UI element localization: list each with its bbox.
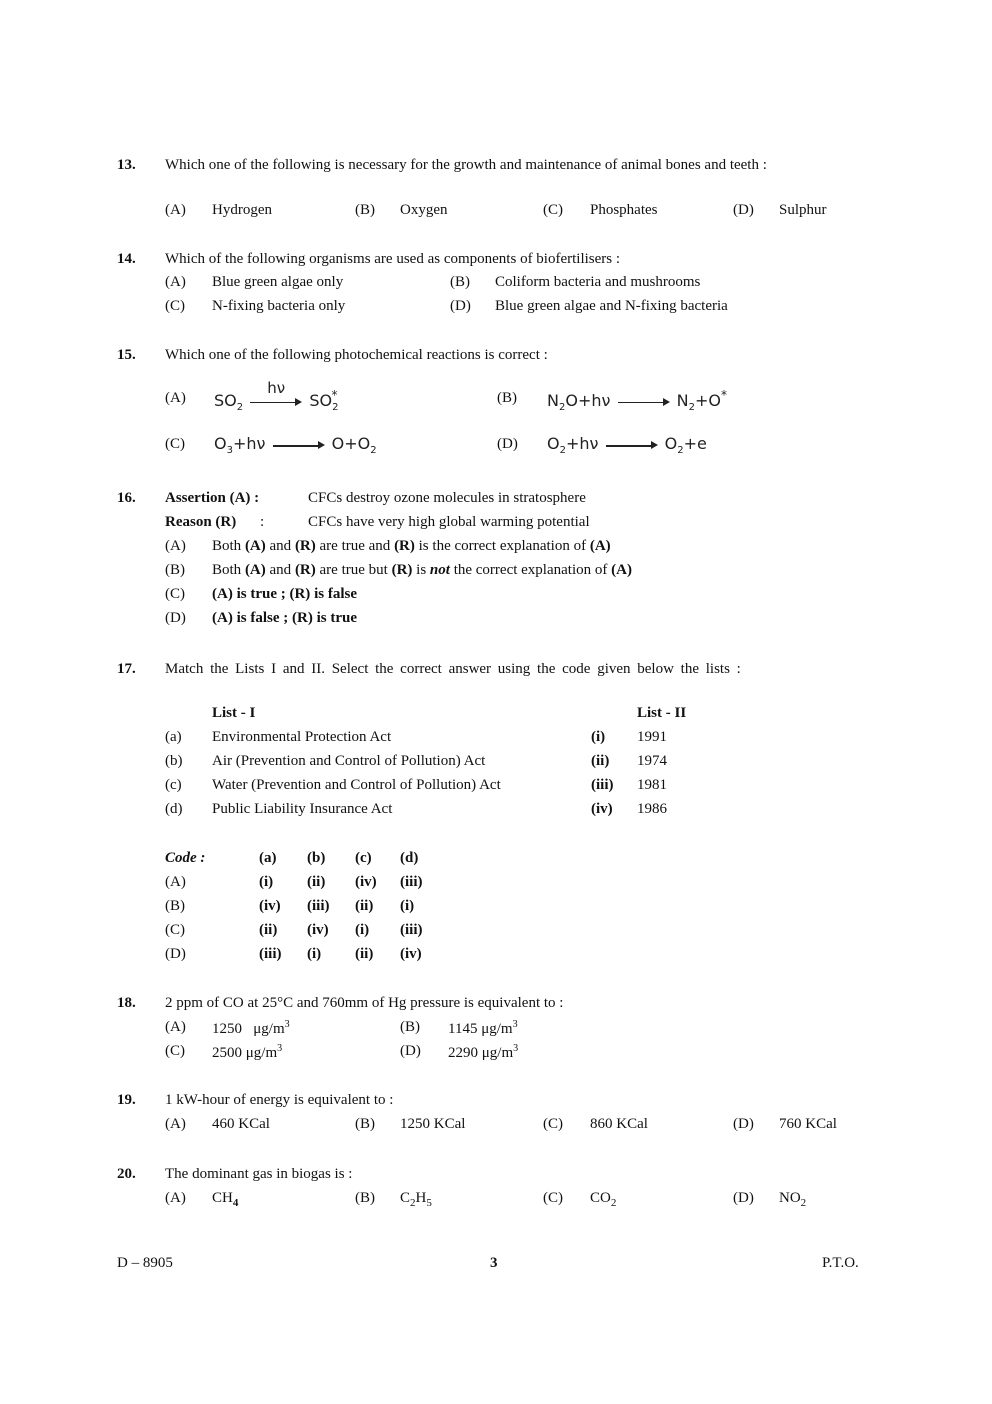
eq-reactant-rest: O+hν: [565, 391, 611, 410]
list2-header: List - II: [637, 705, 687, 721]
equation-c: [214, 434, 377, 456]
reason-label: Reason (R): [165, 514, 237, 530]
option-label: (C): [543, 1116, 563, 1132]
option-label: (B): [355, 1116, 375, 1132]
code-value: (i): [307, 946, 322, 962]
option-text: 860 KCal: [590, 1116, 648, 1132]
code-value: (i): [400, 898, 415, 914]
eq-sup: *: [331, 388, 338, 402]
eq-sub: 2: [332, 402, 339, 413]
option-text: 2500 $\mu g/m^3$: [212, 1043, 283, 1061]
eq-product-rest: +O: [694, 391, 721, 410]
list2-label: (iii): [591, 777, 614, 793]
eq-sub: 2: [370, 445, 377, 456]
eq-reactant: N: [547, 391, 559, 410]
option-label: (C): [165, 586, 185, 602]
code-row-label: (C): [165, 922, 185, 938]
list2-text: 1974: [637, 753, 667, 769]
question-number: 18.: [117, 995, 136, 1011]
equation-d: [547, 434, 707, 456]
option-text: $CO_2$: [590, 1190, 617, 1209]
option-text: 1250 KCal: [400, 1116, 466, 1132]
equation-b: [547, 388, 727, 413]
list1-text: Air (Prevention and Control of Pollution) Act: [212, 753, 486, 769]
option-text: 1250 $\mu g/m^3$: [212, 1019, 290, 1037]
option-label: (B): [450, 274, 470, 290]
code-label: Code :: [165, 850, 206, 866]
list1-label: (c): [165, 777, 182, 793]
eq-sub: 2: [236, 402, 244, 413]
option-text: Both (A) and (R) are true but (R) is not the correct explanation of (A): [212, 562, 632, 578]
list1-text: Water (Prevention and Control of Pollution) Act: [212, 777, 501, 793]
option-text: Blue green algae and N-fixing bacteria: [495, 298, 728, 314]
list2-label: (ii): [591, 753, 610, 769]
option-label: (B): [400, 1019, 420, 1035]
option-text: Coliform bacteria and mushrooms: [495, 274, 701, 290]
list2-text: 1981: [637, 777, 667, 793]
option-label: (A): [165, 1116, 186, 1132]
option-text: $NO_2$: [779, 1190, 807, 1209]
question-text: Which one of the following photochemical reactions is correct :: [165, 347, 548, 363]
list1-text: Environmental Protection Act: [212, 729, 392, 745]
reaction-arrow-icon: [250, 378, 302, 409]
eq-product: O+O: [331, 434, 371, 453]
code-row-label: (D): [165, 946, 186, 962]
option-label: (C): [165, 298, 185, 314]
reason-text: CFCs have very high global warming potential: [308, 514, 590, 530]
option-label: (B): [165, 562, 185, 578]
option-label: (A): [165, 1190, 186, 1206]
option-label: (A): [165, 274, 186, 290]
option-label: (D): [450, 298, 471, 314]
code-value: (i): [259, 874, 274, 890]
eq-product: O: [664, 434, 678, 453]
list1-label: (b): [165, 753, 183, 769]
eq-reactant: SO: [214, 391, 237, 410]
option-text: (A) is true ; (R) is false: [212, 586, 357, 602]
option-text: Oxygen: [400, 202, 448, 218]
question-text: The dominant gas in biogas is :: [165, 1166, 353, 1182]
assertion-label: Assertion (A) :: [165, 490, 260, 506]
question-number: 16.: [117, 490, 136, 506]
option-label: (D): [733, 1116, 754, 1132]
list1-label: (d): [165, 801, 183, 817]
option-label: (C): [543, 1190, 563, 1206]
option-label: (A): [165, 1019, 186, 1035]
reaction-arrow-icon: [606, 438, 658, 452]
code-value: (iii): [400, 874, 423, 890]
option-text: Hydrogen: [212, 202, 272, 218]
code-value: (iii): [400, 922, 423, 938]
question-text: Which of the following organisms are used as components of biofertilisers :: [165, 251, 621, 267]
list2-label: (iv): [591, 801, 613, 817]
question-text: 2 ppm of CO at 25°C and 760mm of Hg pressure is equivalent to :: [165, 995, 564, 1011]
eq-reactant-rest: +hν: [232, 434, 266, 453]
code-row-label: (A): [165, 874, 186, 890]
code-value: (iv): [307, 922, 329, 938]
page-number: 3: [490, 1255, 498, 1271]
question-text: Match the Lists I and II. Select the correct answer using the code given below the lists :: [165, 661, 741, 677]
arrow-label: hν: [267, 378, 286, 397]
option-text: Blue green algae only: [212, 274, 344, 290]
eq-sub: 3: [226, 445, 233, 456]
eq-reactant: O: [214, 434, 227, 453]
question-number: 20.: [117, 1166, 136, 1182]
option-text: 460 KCal: [212, 1116, 270, 1132]
question-number: 15.: [117, 347, 136, 363]
question-number: 13.: [117, 157, 136, 173]
code-value: (ii): [259, 922, 278, 938]
question-number: 19.: [117, 1092, 136, 1108]
option-text: Phosphates: [590, 202, 658, 218]
code-value: (iv): [400, 946, 422, 962]
question-text: Which one of the following is necessary for the growth and maintenance of animal bones and teeth :: [165, 157, 767, 173]
eq-sub: 2: [558, 402, 566, 413]
eq-reactant-rest: +hν: [565, 434, 599, 453]
eq-sup: *: [720, 388, 727, 402]
question-number: 14.: [117, 251, 136, 267]
eq-sub: 2: [677, 445, 684, 456]
list2-text: 1991: [637, 729, 667, 745]
option-label: (C): [165, 1043, 185, 1059]
code-value: (iv): [259, 898, 281, 914]
code-value: (ii): [307, 874, 326, 890]
option-label: (A): [165, 202, 186, 218]
reaction-arrow-icon: [273, 438, 325, 452]
option-label: (A): [165, 390, 186, 406]
option-text: N-fixing bacteria only: [212, 298, 346, 314]
eq-product: N: [676, 391, 689, 410]
option-label: (D): [497, 436, 518, 452]
option-text: 1145 $\mu g/m^3$: [448, 1019, 518, 1037]
list2-label: (i): [591, 729, 606, 745]
question-text: 1 kW-hour of energy is equivalent to :: [165, 1092, 394, 1108]
code-value: (i): [355, 922, 370, 938]
option-label: (D): [400, 1043, 421, 1059]
option-label: (B): [355, 202, 375, 218]
list2-text: 1986: [637, 801, 667, 817]
eq-sub: 2: [688, 402, 695, 413]
option-text: Sulphur: [779, 202, 827, 218]
reaction-arrow-icon: [618, 395, 670, 409]
pto-label: P.T.O.: [822, 1255, 859, 1271]
assertion-text: CFCs destroy ozone molecules in stratosphere: [308, 490, 586, 506]
eq-product: SO: [309, 391, 333, 410]
option-text: 760 KCal: [779, 1116, 837, 1132]
option-label: (B): [355, 1190, 375, 1206]
option-text: (A) is false ; (R) is true: [212, 610, 357, 626]
list1-text: Public Liability Insurance Act: [212, 801, 393, 817]
option-label: (A): [165, 538, 186, 554]
code-header: (b): [307, 850, 326, 866]
question-number: 17.: [117, 661, 136, 677]
option-text: $C_2H_5$: [400, 1190, 432, 1209]
list1-header: List - I: [212, 705, 256, 721]
code-value: (iv): [355, 874, 377, 890]
code-header: (a): [259, 850, 277, 866]
equation-a: [214, 378, 339, 413]
code-row-label: (B): [165, 898, 185, 914]
option-label: (D): [733, 202, 754, 218]
option-label: (D): [165, 610, 186, 626]
reason-colon: :: [260, 514, 265, 530]
list1-label: (a): [165, 729, 182, 745]
code-value: (iii): [259, 946, 282, 962]
option-label: (B): [497, 390, 517, 406]
code-value: (ii): [355, 946, 374, 962]
option-text: Both (A) and (R) are true and (R) is the correct explanation of (A): [212, 538, 611, 554]
code-header: (c): [355, 850, 372, 866]
code-header: (d): [400, 850, 419, 866]
code-value: (iii): [307, 898, 330, 914]
paper-code: D – 8905: [117, 1255, 173, 1271]
option-text: $CH_4$: [212, 1190, 239, 1209]
eq-product-rest: +e: [683, 434, 707, 453]
option-label: (C): [165, 436, 185, 452]
option-label: (C): [543, 202, 563, 218]
code-value: (ii): [355, 898, 374, 914]
option-label: (D): [733, 1190, 754, 1206]
eq-sub: 2: [559, 445, 566, 456]
eq-reactant: O: [547, 434, 560, 453]
option-text: 2290 $\mu g/m^3$: [448, 1043, 519, 1061]
